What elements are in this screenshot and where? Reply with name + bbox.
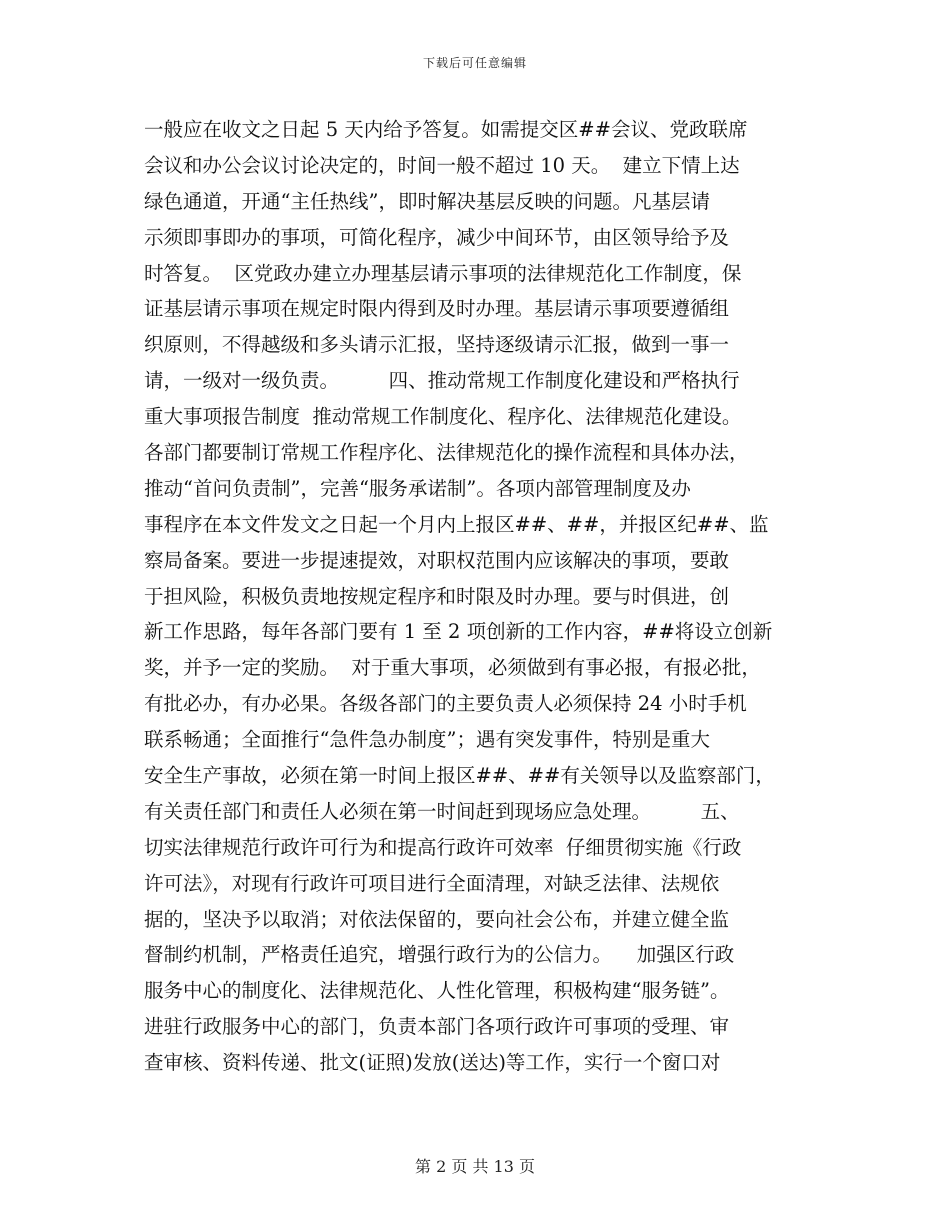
body-line: 示须即事即办的事项，可简化程序，减少中间环节，由区领导给予及 bbox=[144, 225, 730, 249]
body-line: 有批必办，有办必果。各级各部门的主要负责人必须保持 24 小时手机 bbox=[144, 692, 747, 716]
page-header-note: 下载后可任意编辑 bbox=[422, 56, 527, 70]
body-line: 绿色通道，开通“主任热线”，即时解决基层反映的问题。凡基层请 bbox=[144, 189, 710, 213]
document-body bbox=[144, 112, 824, 1081]
body-line: 重大事项报告制度 推动常规工作制度化、程序化、法律规范化建设。 bbox=[144, 405, 742, 429]
body-line: 安全生产事故，必须在第一时间上报区##、##有关领导以及监察部门， bbox=[144, 764, 775, 788]
body-line: 有关责任部门和责任人必须在第一时间赶到现场应急处理。 五、 bbox=[144, 799, 740, 823]
body-line: 事程序在本文件发文之日起一个月内上报区##、##，并报区纪##、监 bbox=[144, 512, 769, 536]
page-number: 第 2 页 共 13 页 bbox=[415, 1157, 535, 1176]
body-line: 服务中心的制度化、法律规范化、人性化管理，积极构建“服务链”。 bbox=[144, 979, 730, 1003]
body-line: 请，一级对一级负责。 四、推动常规工作制度化建设和严格执行 bbox=[144, 369, 740, 393]
body-line: 察局备案。要进一步提速提效，对职权范围内应该解决的事项，要敢 bbox=[144, 548, 730, 572]
body-line: 联系畅通；全面推行“急件急办制度”；遇有突发事件，特别是重大 bbox=[144, 728, 710, 752]
body-line: 查审核、资料传递、批文(证照)发放(送达)等工作，实行一个窗口对 bbox=[144, 1051, 721, 1075]
body-line: 时答复。 区党政办建立办理基层请示事项的法律规范化工作制度，保 bbox=[144, 261, 742, 285]
body-line: 督制约机制，严格责任追究，增强行政行为的公信力。 加强区行政 bbox=[144, 943, 735, 967]
body-line: 许可法》，对现有行政许可项目进行全面清理，对缺乏法律、法规依 bbox=[144, 871, 720, 895]
body-line: 证基层请示事项在规定时限内得到及时办理。基层请示事项要遵循组 bbox=[144, 297, 730, 321]
body-line: 于担风险，积极负责地按规定程序和时限及时办理。要与时俱进，创 bbox=[144, 584, 730, 608]
body-line: 据的，坚决予以取消；对依法保留的，要向社会公布，并建立健全监 bbox=[144, 907, 730, 931]
body-line: 切实法律规范行政许可行为和提高行政许可效率 仔细贯彻实施《行政 bbox=[144, 835, 742, 859]
body-line: 各部门都要制订常规工作程序化、法律规范化的操作流程和具体办法， bbox=[144, 441, 749, 465]
body-line: 会议和办公会议讨论决定的，时间一般不超过 10 天。 建立下情上达 bbox=[144, 153, 740, 177]
body-line: 推动“首问负责制”，完善“服务承诺制”。各项内部管理制度及办 bbox=[144, 476, 691, 500]
body-line: 织原则，不得越级和多头请示汇报，坚持逐级请示汇报，做到一事一 bbox=[144, 333, 730, 357]
body-line: 奖，并予一定的奖励。 对于重大事项，必须做到有事必报，有报必批， bbox=[144, 656, 761, 680]
body-line: 新工作思路，每年各部门要有 1 至 2 项创新的工作内容，##将设立创新 bbox=[144, 620, 773, 644]
body-line: 进驻行政服务中心的部门，负责本部门各项行政许可事项的受理、审 bbox=[144, 1015, 730, 1039]
body-line: 一般应在收文之日起 5 天内给予答复。如需提交区##会议、党政联席 bbox=[144, 118, 748, 141]
